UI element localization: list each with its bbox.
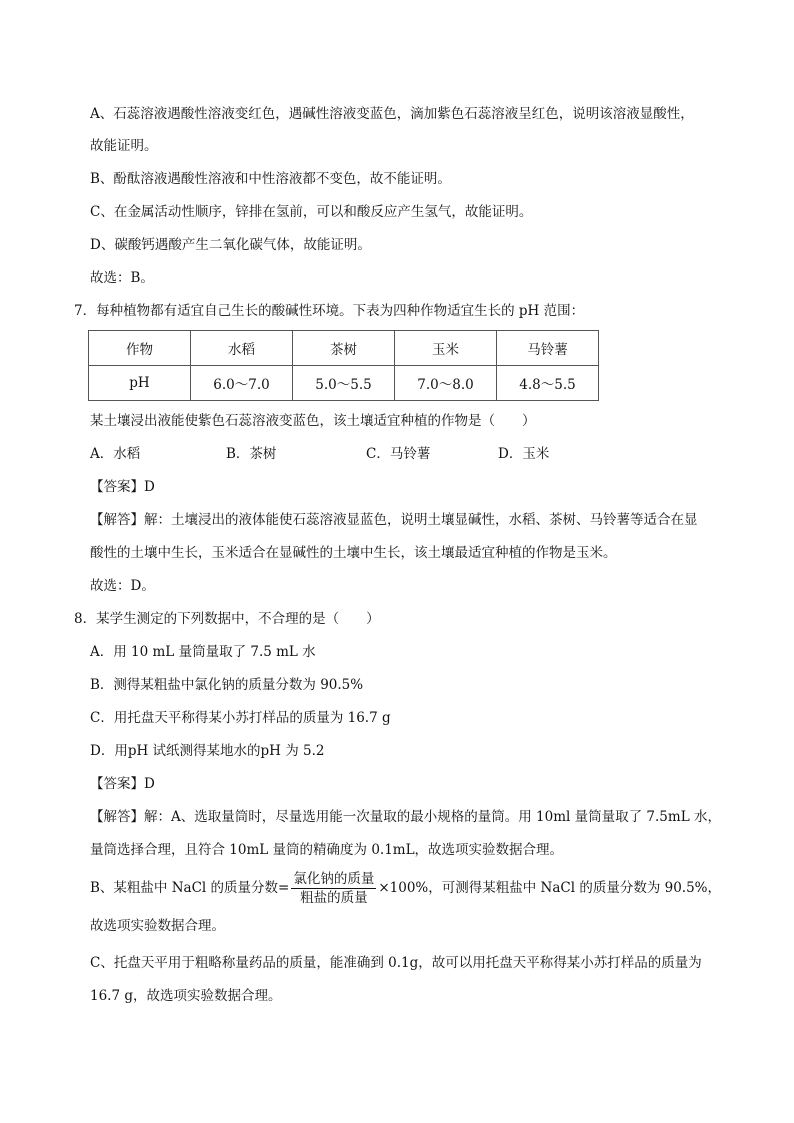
q7-question: 某土壤浸出液能使紫色石蕊溶液变蓝色，该土壤适宜种植的作物是（ ） (90, 413, 536, 429)
table-cell: 5.0～5.5 (293, 366, 395, 401)
q8-option-c: C．用托盘天平称得某小苏打样品的质量为 16.7 g (90, 710, 391, 726)
table-cell: 茶树 (293, 331, 395, 366)
table-cell: pH (89, 366, 191, 401)
table-cell: 4.8～5.5 (497, 366, 599, 401)
mass-fraction-formula (291, 870, 376, 907)
q8-analysis-a-line1: 【解答】解：A、选取量筒时，尽量选用能一次量取的最小规格的量筒。用 10ml 量筒量取了 7.5mL 水， (90, 809, 721, 825)
table-cell: 马铃薯 (497, 331, 599, 366)
q7-option-c: C．马铃薯 (366, 446, 431, 462)
q7-option-d: D．玉米 (498, 446, 550, 462)
q7-option-a: A．水稻 (90, 446, 141, 462)
q7-analysis-line2: 酸性的土壤中生长，玉米适合在显碱性的土壤中生长，该土壤最适宜种植的作物是玉米。 (90, 545, 617, 561)
q7-option-b: B．茶树 (226, 446, 277, 462)
q6-analysis-a-line1: A、石蕊溶液遇酸性溶液变红色，遇碱性溶液变蓝色，滴加紫色石蕊溶液呈红色，说明该溶液显酸性， (90, 106, 694, 122)
q7-choice: 故选：D。 (90, 578, 155, 594)
table-header-row (89, 331, 599, 366)
fraction-denominator: 粗盐的质量 (300, 890, 368, 906)
analysis-b-post: ×100%，可测得某粗盐中 NaCl 的质量分数为 90.5%， (378, 880, 722, 896)
table-cell: 作物 (89, 331, 191, 366)
table-row (89, 366, 599, 401)
q8-option-a: A．用 10 mL 量筒量取了 7.5 mL 水 (90, 644, 316, 660)
q8-stem: 8．某学生测定的下列数据中，不合理的是（ ） (74, 611, 380, 627)
q8-analysis-b-line2: 故选项实验数据合理。 (90, 918, 225, 934)
analysis-b-pre: B、某粗盐中 NaCl 的质量分数= (90, 880, 290, 896)
q6-analysis-d: D、碳酸钙遇酸产生二氧化碳气体，故能证明。 (90, 237, 371, 253)
q8-analysis-c-line1: C、托盘天平用于粗略称量药品的质量，能准确到 0.1g，故可以用托盘天平称得某小苏打样品的质量为 (90, 955, 702, 971)
ph-range-table (88, 330, 599, 401)
q8-analysis-b-line1 (90, 868, 721, 908)
fraction-numerator: 氯化钠的质量 (293, 871, 375, 887)
table-cell: 玉米 (395, 331, 497, 366)
q6-analysis-a-line2: 故能证明。 (90, 138, 158, 154)
q8-analysis-a-line2: 量筒选择合理，且符合 10mL 量筒的精确度为 0.1mL，故选项实验数据合理。 (90, 842, 564, 858)
q8-analysis-c-line2: 16.7 g，故选项实验数据合理。 (90, 988, 282, 1004)
table-cell: 7.0～8.0 (395, 366, 497, 401)
table-cell: 水稻 (191, 331, 293, 366)
q6-analysis-b: B、酚酞溶液遇酸性溶液和中性溶液都不变色，故不能证明。 (90, 171, 451, 187)
q6-choice: 故选：B。 (90, 270, 154, 286)
q7-stem: 7．每种植物都有适宜自己生长的酸碱性环境。下表为四种作物适宜生长的 pH 范围： (74, 303, 585, 319)
q7-answer: 【答案】D (90, 479, 155, 495)
q8-answer: 【答案】D (90, 776, 155, 792)
q8-option-b: B．测得某粗盐中氯化钠的质量分数为 90.5% (90, 677, 364, 693)
q7-analysis-line1: 【解答】解：土壤浸出的液体能使石蕊溶液显蓝色，说明土壤显碱性，水稻、茶树、马铃薯等适合在显 (90, 512, 698, 528)
table-cell: 6.0～7.0 (191, 366, 293, 401)
q8-option-d: D．用pH 试纸测得某地水的pH 为 5.2 (90, 743, 325, 759)
q6-analysis-c: C、在金属活动性顺序，锌排在氢前，可以和酸反应产生氢气，故能证明。 (90, 204, 533, 220)
